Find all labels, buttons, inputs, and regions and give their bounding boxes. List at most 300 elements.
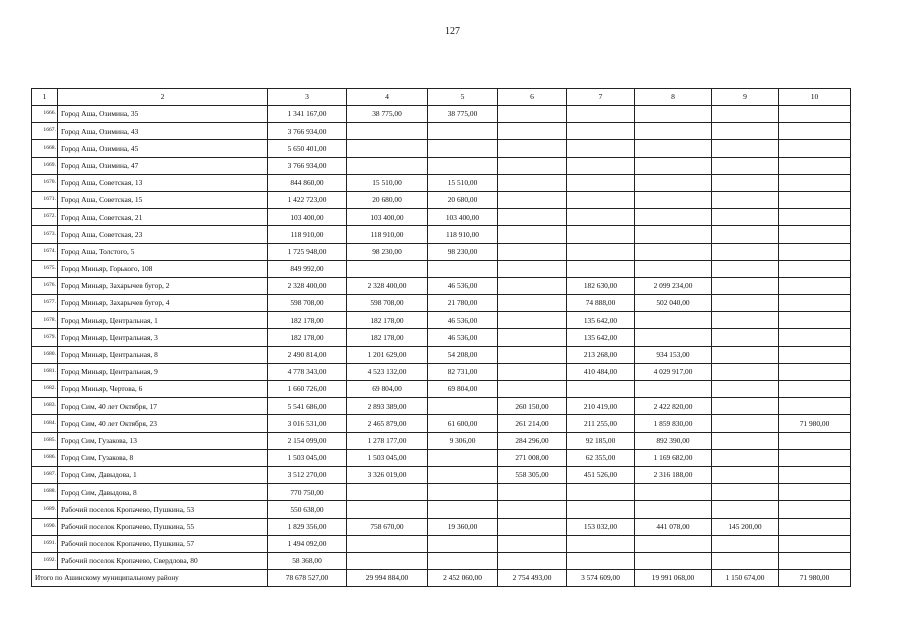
address-cell: Город Аша, Озимина, 47 bbox=[58, 157, 268, 174]
address-cell: Город Миньяр, Горького, 108 bbox=[58, 260, 268, 277]
amount-cell: 934 153,00 bbox=[635, 346, 712, 363]
amount-cell bbox=[567, 157, 635, 174]
amount-cell: 1 503 045,00 bbox=[268, 449, 347, 466]
amount-cell bbox=[635, 501, 712, 518]
amount-cell bbox=[779, 106, 851, 123]
amount-cell bbox=[428, 484, 498, 501]
amount-cell bbox=[779, 381, 851, 398]
address-cell: Город Миньяр, Чертова, 6 bbox=[58, 381, 268, 398]
amount-cell bbox=[779, 140, 851, 157]
amount-cell bbox=[498, 260, 567, 277]
total-amount-cell: 2 754 493,00 bbox=[498, 570, 567, 587]
address-cell: Город Сим, 40 лет Октября, 17 bbox=[58, 398, 268, 415]
amount-cell: 1 494 092,00 bbox=[268, 535, 347, 552]
table-row bbox=[32, 381, 851, 398]
address-cell: Город Миньяр, Захарычев бугор, 2 bbox=[58, 277, 268, 294]
amount-cell: 2 893 389,00 bbox=[347, 398, 428, 415]
row-number: 1689. bbox=[32, 501, 58, 518]
amount-cell: 46 536,00 bbox=[428, 277, 498, 294]
row-number: 1680. bbox=[32, 346, 58, 363]
amount-cell bbox=[712, 432, 779, 449]
row-number: 1666. bbox=[32, 106, 58, 123]
row-number: 1668. bbox=[32, 140, 58, 157]
amount-cell bbox=[635, 123, 712, 140]
amount-cell bbox=[712, 535, 779, 552]
table-row bbox=[32, 140, 851, 157]
amount-cell bbox=[428, 449, 498, 466]
column-header: 5 bbox=[428, 89, 498, 106]
amount-cell: 135 642,00 bbox=[567, 312, 635, 329]
amount-cell bbox=[428, 501, 498, 518]
amount-cell bbox=[347, 123, 428, 140]
amount-cell bbox=[635, 329, 712, 346]
amount-cell bbox=[779, 363, 851, 380]
amount-cell: 3 016 531,00 bbox=[268, 415, 347, 432]
amount-cell bbox=[712, 363, 779, 380]
amount-cell: 1 829 356,00 bbox=[268, 518, 347, 535]
row-number: 1684. bbox=[32, 415, 58, 432]
amount-cell bbox=[498, 277, 567, 294]
total-amount-cell: 2 452 060,00 bbox=[428, 570, 498, 587]
amount-cell: 213 268,00 bbox=[567, 346, 635, 363]
amount-cell: 1 278 177,00 bbox=[347, 432, 428, 449]
address-cell: Город Миньяр, Центральная, 8 bbox=[58, 346, 268, 363]
amount-cell: 2 099 234,00 bbox=[635, 277, 712, 294]
amount-cell: 5 650 401,00 bbox=[268, 140, 347, 157]
row-number: 1682. bbox=[32, 381, 58, 398]
amount-cell bbox=[428, 466, 498, 483]
row-number: 1672. bbox=[32, 209, 58, 226]
amount-cell: 441 078,00 bbox=[635, 518, 712, 535]
address-cell: Город Сим, 40 лет Октября, 23 bbox=[58, 415, 268, 432]
column-header: 8 bbox=[635, 89, 712, 106]
amount-cell: 62 355,00 bbox=[567, 449, 635, 466]
amount-cell bbox=[712, 466, 779, 483]
table-row bbox=[32, 518, 851, 535]
table-row bbox=[32, 552, 851, 569]
amount-cell bbox=[779, 432, 851, 449]
row-number: 1679. bbox=[32, 329, 58, 346]
amount-cell: 758 670,00 bbox=[347, 518, 428, 535]
row-number: 1688. bbox=[32, 484, 58, 501]
amount-cell bbox=[712, 277, 779, 294]
amount-cell bbox=[779, 123, 851, 140]
amount-cell: 2 328 400,00 bbox=[347, 277, 428, 294]
amount-cell: 2 328 400,00 bbox=[268, 277, 347, 294]
amount-cell bbox=[635, 260, 712, 277]
amount-cell: 211 255,00 bbox=[567, 415, 635, 432]
table-row bbox=[32, 295, 851, 312]
amount-cell: 892 390,00 bbox=[635, 432, 712, 449]
amount-cell: 271 008,00 bbox=[498, 449, 567, 466]
amount-cell: 118 910,00 bbox=[428, 226, 498, 243]
amount-cell: 2 154 099,00 bbox=[268, 432, 347, 449]
amount-cell: 770 750,00 bbox=[268, 484, 347, 501]
amount-cell: 2 316 188,00 bbox=[635, 466, 712, 483]
amount-cell: 1 422 723,00 bbox=[268, 191, 347, 208]
amount-cell bbox=[779, 398, 851, 415]
amount-cell bbox=[712, 140, 779, 157]
amount-cell: 103 400,00 bbox=[268, 209, 347, 226]
table-row bbox=[32, 243, 851, 260]
amount-cell bbox=[567, 535, 635, 552]
amount-cell bbox=[635, 174, 712, 191]
table-row bbox=[32, 277, 851, 294]
amount-cell bbox=[498, 518, 567, 535]
amount-cell: 71 980,00 bbox=[779, 415, 851, 432]
total-amount-cell: 1 150 674,00 bbox=[712, 570, 779, 587]
table-row bbox=[32, 466, 851, 483]
address-cell: Город Аша, Озимина, 45 bbox=[58, 140, 268, 157]
amount-cell: 21 780,00 bbox=[428, 295, 498, 312]
amount-cell: 1 660 726,00 bbox=[268, 381, 347, 398]
amount-cell bbox=[712, 312, 779, 329]
amount-cell bbox=[712, 346, 779, 363]
amount-cell: 502 040,00 bbox=[635, 295, 712, 312]
address-cell: Город Миньяр, Захарычев бугор, 4 bbox=[58, 295, 268, 312]
amount-cell bbox=[347, 157, 428, 174]
amount-cell bbox=[498, 329, 567, 346]
amount-cell bbox=[567, 123, 635, 140]
amount-cell bbox=[779, 174, 851, 191]
amount-cell: 4 778 343,00 bbox=[268, 363, 347, 380]
amount-cell bbox=[779, 449, 851, 466]
address-cell: Рабочий поселок Кропачево, Пушкина, 53 bbox=[58, 501, 268, 518]
amount-cell bbox=[712, 226, 779, 243]
amount-cell bbox=[498, 209, 567, 226]
amount-cell: 3 766 934,00 bbox=[268, 123, 347, 140]
table-row bbox=[32, 191, 851, 208]
amount-cell bbox=[567, 209, 635, 226]
amount-cell bbox=[567, 106, 635, 123]
amount-cell bbox=[712, 157, 779, 174]
amount-cell bbox=[347, 260, 428, 277]
amount-cell bbox=[635, 106, 712, 123]
amount-cell bbox=[567, 191, 635, 208]
amount-cell bbox=[779, 191, 851, 208]
amount-cell bbox=[712, 449, 779, 466]
amount-cell: 1 503 045,00 bbox=[347, 449, 428, 466]
amount-cell bbox=[779, 466, 851, 483]
total-amount-cell: 29 994 884,00 bbox=[347, 570, 428, 587]
table-row bbox=[32, 501, 851, 518]
row-number: 1683. bbox=[32, 398, 58, 415]
amount-cell: 118 910,00 bbox=[268, 226, 347, 243]
address-cell: Рабочий поселок Кропачево, Пушкина, 55 bbox=[58, 518, 268, 535]
amount-cell: 182 178,00 bbox=[268, 329, 347, 346]
amount-cell: 3 766 934,00 bbox=[268, 157, 347, 174]
address-cell: Город Сим, Давыдова, 8 bbox=[58, 484, 268, 501]
table-row bbox=[32, 535, 851, 552]
amount-cell bbox=[498, 484, 567, 501]
amount-cell bbox=[428, 535, 498, 552]
address-cell: Город Аша, Советская, 13 bbox=[58, 174, 268, 191]
amount-cell: 1 859 830,00 bbox=[635, 415, 712, 432]
total-row bbox=[32, 570, 851, 587]
column-header: 1 bbox=[32, 89, 58, 106]
address-cell: Город Аша, Озимина, 43 bbox=[58, 123, 268, 140]
amount-cell: 92 185,00 bbox=[567, 432, 635, 449]
amount-cell bbox=[635, 535, 712, 552]
column-header: 6 bbox=[498, 89, 567, 106]
amount-cell: 410 484,00 bbox=[567, 363, 635, 380]
amount-cell: 210 419,00 bbox=[567, 398, 635, 415]
amount-cell bbox=[712, 260, 779, 277]
address-cell: Город Сим, Гузакова, 13 bbox=[58, 432, 268, 449]
amount-cell: 598 708,00 bbox=[347, 295, 428, 312]
amount-cell bbox=[779, 260, 851, 277]
amount-cell: 98 230,00 bbox=[347, 243, 428, 260]
amount-cell bbox=[567, 381, 635, 398]
amount-cell bbox=[567, 174, 635, 191]
amount-cell bbox=[779, 209, 851, 226]
amount-cell: 118 910,00 bbox=[347, 226, 428, 243]
amount-cell: 4 523 132,00 bbox=[347, 363, 428, 380]
amount-cell: 558 305,00 bbox=[498, 466, 567, 483]
amount-cell bbox=[779, 295, 851, 312]
amount-cell: 38 775,00 bbox=[428, 106, 498, 123]
amount-cell bbox=[779, 243, 851, 260]
amount-cell bbox=[428, 398, 498, 415]
row-number: 1686. bbox=[32, 449, 58, 466]
amount-cell: 3 512 270,00 bbox=[268, 466, 347, 483]
address-cell: Рабочий поселок Кропачево, Пушкина, 57 bbox=[58, 535, 268, 552]
amount-cell bbox=[567, 260, 635, 277]
amount-cell bbox=[779, 501, 851, 518]
amount-cell bbox=[779, 312, 851, 329]
amount-cell: 103 400,00 bbox=[347, 209, 428, 226]
amount-cell bbox=[498, 106, 567, 123]
amount-cell bbox=[635, 140, 712, 157]
row-number: 1676. bbox=[32, 277, 58, 294]
amount-cell bbox=[712, 415, 779, 432]
table-row bbox=[32, 346, 851, 363]
address-cell: Город Аша, Советская, 23 bbox=[58, 226, 268, 243]
table-row bbox=[32, 209, 851, 226]
amount-cell bbox=[712, 484, 779, 501]
amount-cell bbox=[498, 381, 567, 398]
amount-cell bbox=[498, 363, 567, 380]
amount-cell bbox=[498, 312, 567, 329]
amount-cell bbox=[635, 381, 712, 398]
amount-cell bbox=[712, 243, 779, 260]
row-number: 1674. bbox=[32, 243, 58, 260]
amount-cell bbox=[712, 501, 779, 518]
amount-cell: 54 208,00 bbox=[428, 346, 498, 363]
amount-cell: 4 029 917,00 bbox=[635, 363, 712, 380]
amount-cell bbox=[712, 191, 779, 208]
amount-cell: 82 731,00 bbox=[428, 363, 498, 380]
amount-cell bbox=[428, 552, 498, 569]
row-number: 1673. bbox=[32, 226, 58, 243]
row-number: 1691. bbox=[32, 535, 58, 552]
amount-cell: 1 169 682,00 bbox=[635, 449, 712, 466]
amount-cell bbox=[498, 243, 567, 260]
amount-cell bbox=[635, 243, 712, 260]
amount-cell bbox=[347, 501, 428, 518]
amount-cell bbox=[347, 535, 428, 552]
amount-cell: 9 306,00 bbox=[428, 432, 498, 449]
amount-cell: 3 326 019,00 bbox=[347, 466, 428, 483]
table-row bbox=[32, 312, 851, 329]
register-table bbox=[31, 88, 851, 587]
column-number-row bbox=[32, 89, 851, 106]
amount-cell: 598 708,00 bbox=[268, 295, 347, 312]
table-row bbox=[32, 363, 851, 380]
amount-cell bbox=[498, 226, 567, 243]
amount-cell: 153 032,00 bbox=[567, 518, 635, 535]
amount-cell: 182 178,00 bbox=[268, 312, 347, 329]
total-amount-cell: 3 574 609,00 bbox=[567, 570, 635, 587]
table-row bbox=[32, 415, 851, 432]
amount-cell bbox=[712, 106, 779, 123]
amount-cell: 1 725 948,00 bbox=[268, 243, 347, 260]
amount-cell bbox=[567, 552, 635, 569]
amount-cell bbox=[347, 140, 428, 157]
row-number: 1669. bbox=[32, 157, 58, 174]
table-row bbox=[32, 157, 851, 174]
table-body bbox=[32, 89, 851, 587]
row-number: 1670. bbox=[32, 174, 58, 191]
row-number: 1692. bbox=[32, 552, 58, 569]
column-header: 4 bbox=[347, 89, 428, 106]
amount-cell bbox=[712, 381, 779, 398]
amount-cell: 182 630,00 bbox=[567, 277, 635, 294]
amount-cell bbox=[498, 535, 567, 552]
amount-cell: 69 804,00 bbox=[347, 381, 428, 398]
row-number: 1671. bbox=[32, 191, 58, 208]
amount-cell: 69 804,00 bbox=[428, 381, 498, 398]
amount-cell: 2 422 820,00 bbox=[635, 398, 712, 415]
table-row bbox=[32, 484, 851, 501]
amount-cell bbox=[779, 552, 851, 569]
amount-cell bbox=[635, 484, 712, 501]
address-cell: Город Аша, Озимина, 35 bbox=[58, 106, 268, 123]
table-row bbox=[32, 398, 851, 415]
amount-cell bbox=[498, 191, 567, 208]
address-cell: Город Аша, Толстого, 5 bbox=[58, 243, 268, 260]
amount-cell bbox=[779, 518, 851, 535]
amount-cell bbox=[779, 226, 851, 243]
address-cell: Город Миньяр, Центральная, 1 bbox=[58, 312, 268, 329]
amount-cell bbox=[635, 157, 712, 174]
amount-cell bbox=[779, 157, 851, 174]
column-header: 10 bbox=[779, 89, 851, 106]
amount-cell bbox=[498, 123, 567, 140]
amount-cell: 1 201 629,00 bbox=[347, 346, 428, 363]
amount-cell bbox=[712, 123, 779, 140]
amount-cell bbox=[498, 140, 567, 157]
amount-cell bbox=[567, 501, 635, 518]
address-cell: Город Сим, Давыдова, 1 bbox=[58, 466, 268, 483]
table-row bbox=[32, 226, 851, 243]
amount-cell: 1 341 167,00 bbox=[268, 106, 347, 123]
amount-cell bbox=[498, 552, 567, 569]
amount-cell bbox=[567, 140, 635, 157]
amount-cell bbox=[635, 209, 712, 226]
amount-cell: 261 214,00 bbox=[498, 415, 567, 432]
total-amount-cell: 78 678 527,00 bbox=[268, 570, 347, 587]
row-number: 1678. bbox=[32, 312, 58, 329]
total-label: Итого по Ашинскому муниципальному району bbox=[32, 570, 268, 587]
amount-cell bbox=[567, 226, 635, 243]
total-amount-cell: 19 991 068,00 bbox=[635, 570, 712, 587]
column-header: 2 bbox=[58, 89, 268, 106]
table-row bbox=[32, 106, 851, 123]
amount-cell: 103 400,00 bbox=[428, 209, 498, 226]
amount-cell: 849 992,00 bbox=[268, 260, 347, 277]
table-row bbox=[32, 174, 851, 191]
amount-cell: 182 178,00 bbox=[347, 312, 428, 329]
amount-cell bbox=[428, 260, 498, 277]
amount-cell: 46 536,00 bbox=[428, 312, 498, 329]
amount-cell bbox=[428, 157, 498, 174]
column-header: 9 bbox=[712, 89, 779, 106]
amount-cell bbox=[712, 295, 779, 312]
amount-cell bbox=[712, 552, 779, 569]
table-row bbox=[32, 123, 851, 140]
amount-cell bbox=[498, 501, 567, 518]
amount-cell: 182 178,00 bbox=[347, 329, 428, 346]
amount-cell bbox=[712, 209, 779, 226]
table-row bbox=[32, 449, 851, 466]
row-number: 1675. bbox=[32, 260, 58, 277]
amount-cell bbox=[347, 552, 428, 569]
address-cell: Город Сим, Гузакова, 8 bbox=[58, 449, 268, 466]
address-cell: Рабочий поселок Кропачево, Свердлова, 80 bbox=[58, 552, 268, 569]
row-number: 1685. bbox=[32, 432, 58, 449]
amount-cell: 58 368,00 bbox=[268, 552, 347, 569]
amount-cell: 15 510,00 bbox=[428, 174, 498, 191]
amount-cell bbox=[567, 484, 635, 501]
amount-cell: 15 510,00 bbox=[347, 174, 428, 191]
amount-cell bbox=[712, 329, 779, 346]
amount-cell: 20 680,00 bbox=[347, 191, 428, 208]
amount-cell bbox=[498, 157, 567, 174]
address-cell: Город Аша, Советская, 15 bbox=[58, 191, 268, 208]
amount-cell bbox=[635, 312, 712, 329]
table-row bbox=[32, 432, 851, 449]
amount-cell: 5 541 686,00 bbox=[268, 398, 347, 415]
amount-cell bbox=[498, 174, 567, 191]
amount-cell: 20 680,00 bbox=[428, 191, 498, 208]
address-cell: Город Миньяр, Центральная, 3 bbox=[58, 329, 268, 346]
table-row bbox=[32, 329, 851, 346]
amount-cell bbox=[779, 329, 851, 346]
amount-cell bbox=[779, 277, 851, 294]
row-number: 1667. bbox=[32, 123, 58, 140]
table-row bbox=[32, 260, 851, 277]
amount-cell bbox=[779, 535, 851, 552]
amount-cell bbox=[779, 346, 851, 363]
amount-cell: 2 465 879,00 bbox=[347, 415, 428, 432]
column-header: 3 bbox=[268, 89, 347, 106]
amount-cell: 451 526,00 bbox=[567, 466, 635, 483]
amount-cell bbox=[635, 191, 712, 208]
address-cell: Город Миньяр, Центральная, 9 bbox=[58, 363, 268, 380]
amount-cell: 98 230,00 bbox=[428, 243, 498, 260]
row-number: 1690. bbox=[32, 518, 58, 535]
amount-cell bbox=[498, 346, 567, 363]
address-cell: Город Аша, Советская, 21 bbox=[58, 209, 268, 226]
row-number: 1681. bbox=[32, 363, 58, 380]
total-amount-cell: 71 980,00 bbox=[779, 570, 851, 587]
amount-cell: 74 888,00 bbox=[567, 295, 635, 312]
amount-cell bbox=[428, 140, 498, 157]
amount-cell: 550 638,00 bbox=[268, 501, 347, 518]
amount-cell bbox=[567, 243, 635, 260]
amount-cell: 260 150,00 bbox=[498, 398, 567, 415]
